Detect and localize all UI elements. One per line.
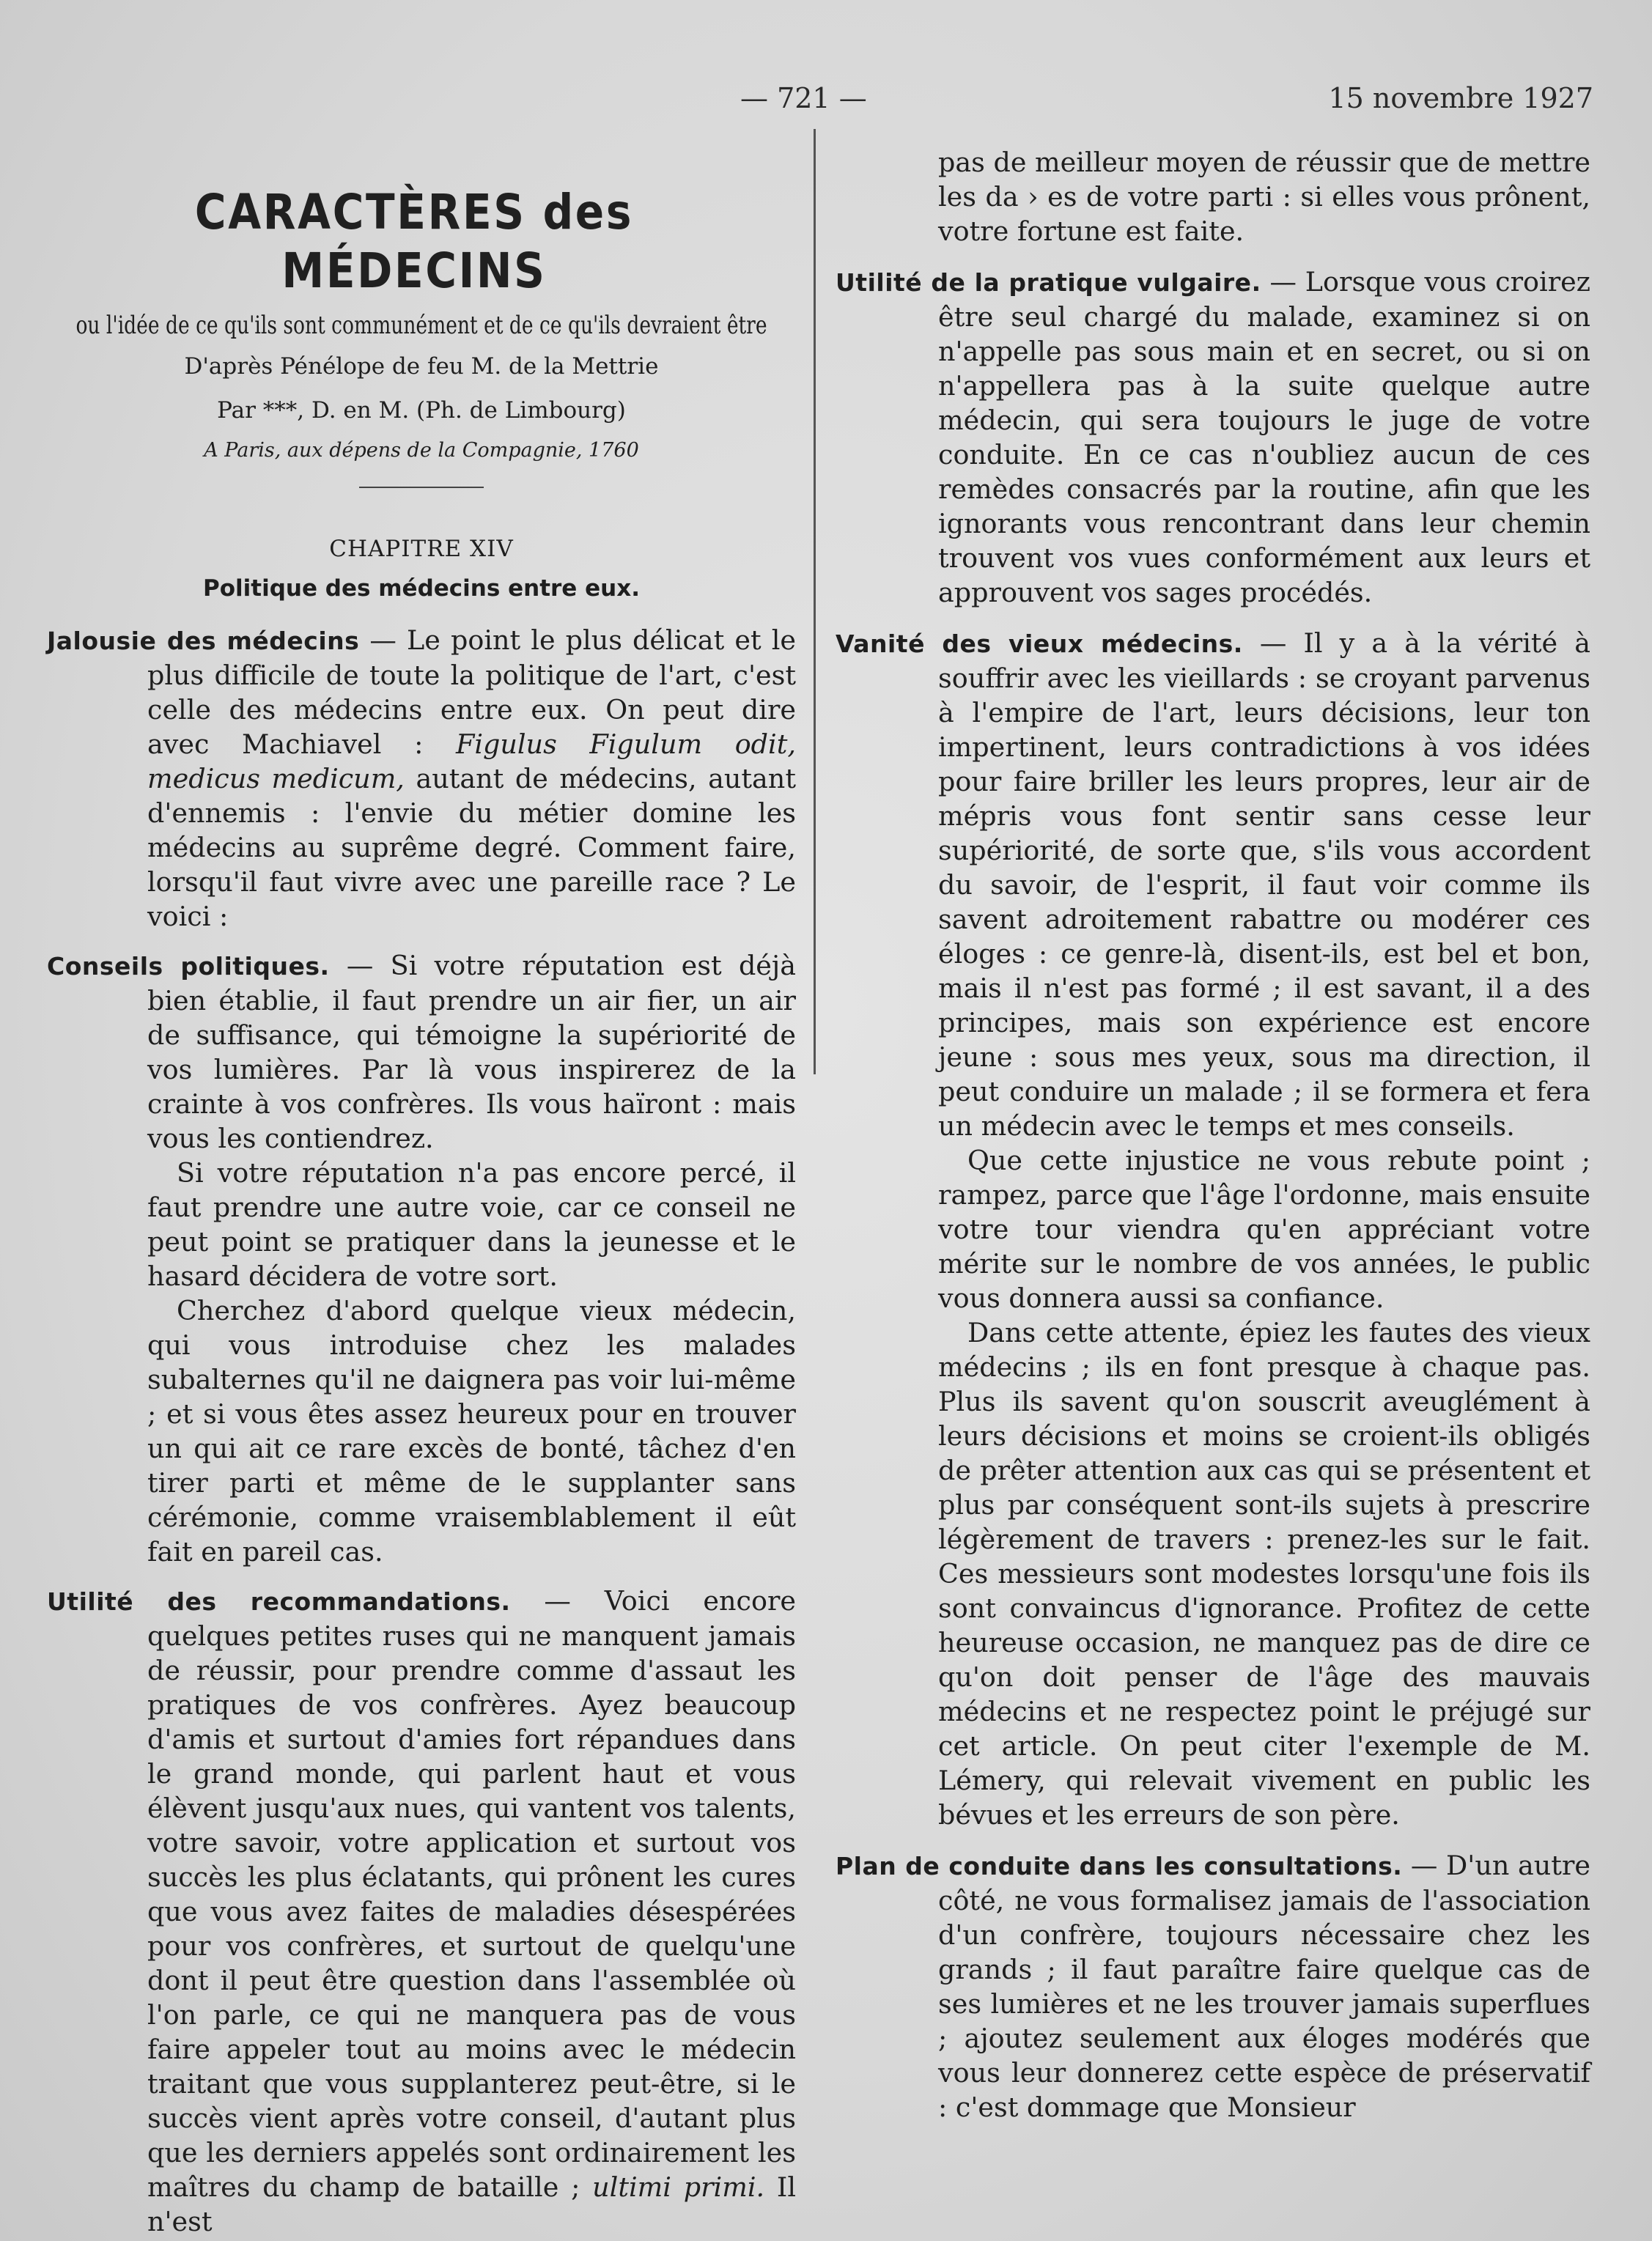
section-recommandations — [47, 1584, 796, 2239]
section-heading: Utilité de la pratique vulgaire. — [836, 268, 1261, 297]
chapter-number: CHAPITRE XIV — [329, 536, 514, 562]
right-column — [836, 0, 1590, 2124]
section-text: — Voici encore quelques petites ruses qui ne manquent jamais de réussir, pour prendre comme d'assaut les pratiques de vos confrères. Ayez beaucoup d'amis et surtout d'amies fort répandues dans le grand monde, qui parlent haut et vous élèvent jusqu'aux nues, qui vantent vos talents, votre savoir, votre application et surtout vos succès les plus éclatants, qui prônent les cures que vous avez faites de maladies désespérées pour vos confrères, et surtout de quelqu'une dont il peut être question dans l'assemblée où l'on parle, ce qui ne manquera pas de vous faire appeler tout au moins avec le médecin traitant que vous supplanterez peut-être, si le succès vient après votre conseil, d'autant plus que les derniers appelés sont ordinairement les maîtres du champ de bataille ; — [147, 1585, 797, 2203]
section-vanite — [836, 626, 1590, 1143]
attribution-author: Par ***, D. en M. (Ph. de Limbourg) — [217, 397, 626, 424]
left-column — [47, 0, 796, 2239]
section-text: — D'un autre côté, ne vous formalisez jamais de l'association d'un confrère, toujours nécessaire chez les grands ; il faut paraître faire quelque cas de ses lumières et ne les trouver jamais superflues ; ajoutez seulement aux éloges modérés que vous leur donnerez cette espèce de préservatif : c'est dommage que Monsieur — [938, 1850, 1590, 2123]
article-title: CARACTÈRES des MÉDECINS — [194, 184, 634, 299]
title-block — [47, 0, 796, 608]
issue-date: 15 novembre 1927 — [1328, 82, 1593, 114]
article-subtitle: ou l'idée de ce qu'ils sont communément et de ce qu'ils devraient être — [75, 311, 767, 340]
title-divider — [359, 487, 484, 488]
latin-quote: Figulus Figulum odit, medicus medicum, — [147, 728, 796, 794]
section-heading: Conseils politiques. — [47, 952, 330, 981]
section-pratique-vulgaire — [836, 265, 1590, 610]
page-number: — 721 — — [740, 82, 867, 114]
section-consultations — [836, 1848, 1590, 2124]
section-text: Il n'est — [147, 2171, 796, 2237]
paragraph-continued: pas de meilleur moyen de réussir que de mettre les da › es de votre parti : si elles vous prônent, votre fortune est faite. — [938, 147, 1590, 247]
column-divider — [814, 129, 816, 1074]
section-heading: Utilité des recommandations. — [47, 1587, 511, 1616]
paragraph: Si votre réputation n'a pas encore percé, il faut prendre une autre voie, car ce conseil ne peut point se pratiquer dans la jeunesse et le hasard décidera de votre sort. — [147, 1157, 796, 1292]
section-heading: Jalousie des médecins — [47, 627, 360, 655]
section-text: — Le point le plus délicat et le plus difficile de toute la politique de l'art, c'est celle des médecins entre eux. On peut dire avec Machiavel : — [147, 624, 797, 760]
attribution-publisher: A Paris, aux dépens de la Compagnie, 1760 — [204, 439, 639, 462]
latin-quote: ultimi primi. — [592, 2171, 765, 2203]
chapter-title: Politique des médecins entre eux. — [203, 575, 640, 602]
section-jalousie — [47, 623, 796, 934]
section-text: — Lorsque vous croirez être seul chargé du malade, examinez si on n'appelle pas sous main et en secret, ou si on n'appellera pas à la suite quelque autre médecin, qui sera toujours le juge de votre conduite. En ce cas n'oubliez aucun de ces remèdes consacrés par la routine, afin que les ignorants vous rencontrant dans leur chemin trouvent vos vues conformément aux leurs et approuvent vos sages procédés. — [938, 266, 1590, 608]
section-heading: Plan de conduite dans les consultations. — [836, 1852, 1403, 1880]
paragraph: Que cette injustice ne vous rebute point ; rampez, parce que l'âge l'ordonne, mais ensuite votre tour viendra qu'en appréciant votre mérite sur le nombre de vos années, le public vous donnera aussi sa confiance. — [938, 1145, 1590, 1314]
section-text: autant de médecins, autant d'ennemis : l'envie du métier domine les médecins au suprême degré. Comment faire, lorsqu'il faut vivre avec une pareille race ? Le voici : — [147, 763, 796, 932]
attribution-source: D'après Pénélope de feu M. de la Mettrie — [184, 353, 659, 380]
section-text: — Il y a à la vérité à souffrir avec les vieillards : se croyant parvenus à l'empire de l'art, leurs décisions, leur ton impertinent, leurs contradictions à vos idées pour faire briller les leurs propres, leur air de mépris vous font sentir sans cesse leur supériorité, de sorte que, s'ils vous accordent du savoir, de l'esprit, il faut voir comme ils savent adroitement rabattre ou modérer ces éloges : ce genre-là, disent-ils, est bel et bon, mais il n'est pas formé ; il est savant, il a des principes, mais son expérience est encore jeune : sous mes yeux, sous ma direction, il peut conduire un malade ; il se formera et fera un médecin avec le temps et mes conseils. — [938, 627, 1591, 1142]
section-heading: Vanité des vieux médecins. — [836, 630, 1243, 658]
section-text: — Si votre réputation est déjà bien établie, il faut prendre un air fier, un air de suffisance, qui témoigne la supériorité de vos lumières. Par là vous inspirerez de la crainte à vos confrères. Ils vous haïront : mais vous les contiendrez. — [147, 950, 796, 1154]
paragraph: Cherchez d'abord quelque vieux médecin, qui vous introduise chez les malades subalternes qu'il ne daignera pas voir lui-même ; et si vous êtes assez heureux pour en trouver un qui ait ce rare excès de bonté, tâchez d'en tirer parti et même de le supplanter sans cérémonie, comme vraisemblablement il eût fait en pareil cas. — [147, 1295, 796, 1568]
section-conseils — [47, 948, 796, 1156]
paragraph: Dans cette attente, épiez les fautes des vieux médecins ; ils en font presque à chaque pas. Plus ils savent qu'on souscrit aveuglément à leurs décisions et moins se croient-ils obligés de prêter attention aux cas qui se présentent et plus par conséquent sont-ils sujets à prescrire légèrement de travers : prenez-les sur le fait. Ces messieurs sont modestes lorsqu'une fois ils sont convaincus d'ignorance. Profitez de cette heureuse occasion, ne manquez pas de dire ce qu'on doit penser de l'âge des mauvais médecins et ne respectez point le préjugé sur cet article. On peut citer l'exemple de M. Lémery, qui relevait vivement en public les bévues et les erreurs de son père. — [938, 1317, 1590, 1831]
